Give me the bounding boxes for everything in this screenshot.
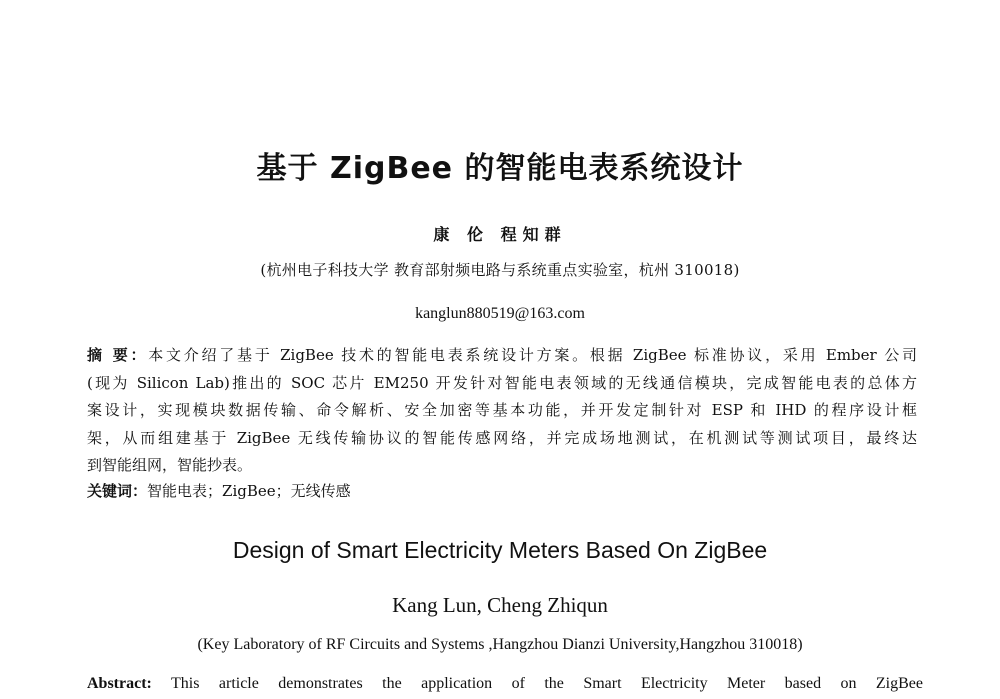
chinese-authors: 康 伦 程知群 <box>433 225 567 244</box>
author-email: kanglun880519@163.com <box>415 305 585 322</box>
chinese-title: 基于 ZigBee 的智能电表系统设计 <box>256 151 744 186</box>
english-abstract-label: Abstract: <box>87 675 152 692</box>
keywords <box>87 480 351 501</box>
chinese-abstract-line: 案设计，实现模块数据传输、命令解析、安全加密等基本功能，并开发定制针对 ESP 和 IHD 的程序设计框 <box>87 401 917 419</box>
english-authors: Kang Lun, Cheng Zhiqun <box>392 593 608 617</box>
english-abstract <box>87 675 923 693</box>
chinese-abstract-line <box>87 342 917 370</box>
english-affiliation: (Key Laboratory of RF Circuits and Systems ,Hangzhou Dianzi University,Hangzhou 310018) <box>197 636 803 653</box>
chinese-abstract <box>87 342 917 480</box>
english-title: Design of Smart Electricity Meters Based On ZigBee <box>232 537 768 563</box>
chinese-abstract-label: 摘 要： <box>87 346 149 364</box>
chinese-abstract-text: 本文介绍了基于 ZigBee 技术的智能电表系统设计方案。根据 ZigBee 标准协议，采用 Ember 公司 <box>148 346 917 364</box>
keywords-text: 智能电表；ZigBee；无线传感 <box>147 482 351 500</box>
chinese-abstract-line: 到智能组网，智能抄表。 <box>87 456 253 474</box>
chinese-affiliation: (杭州电子科技大学 教育部射频电路与系统重点实验室，杭州 310018) <box>260 261 740 279</box>
english-abstract-text: This article demonstrates the application of the Smart Electricity Meter based on ZigBee <box>171 675 923 692</box>
keywords-label: 关键词： <box>87 482 148 500</box>
chinese-abstract-line: 架，从而组建基于 ZigBee 无线传输协议的智能传感网络，并完成场地测试，在机测试等测试项目，最终达 <box>87 428 917 447</box>
chinese-abstract-line: (现为 Silicon Lab)推出的 SOC 芯片 EM250 开发针对智能电表领域的无线通信模块，完成智能电表的总体方 <box>87 373 917 392</box>
